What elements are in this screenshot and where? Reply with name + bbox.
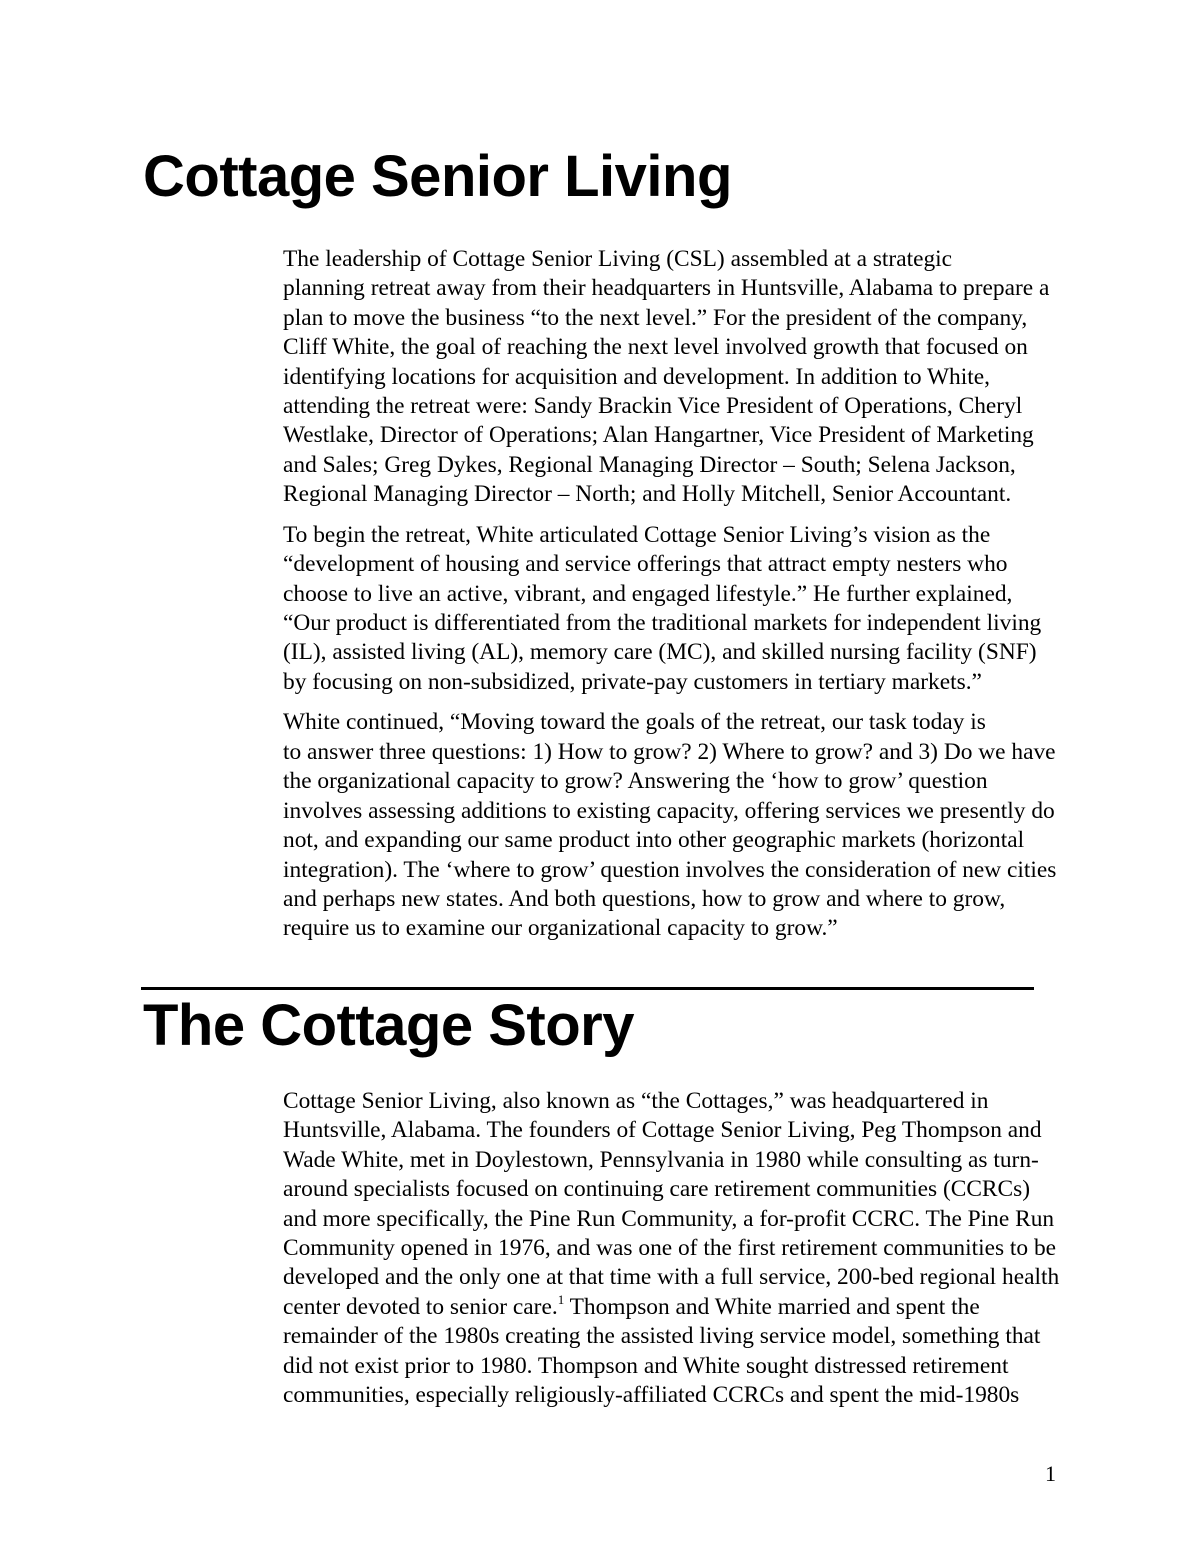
text-line: Cottage Senior Living, also known as “the Cottages,” was headquartered in [283, 1088, 989, 1114]
text-line: Cliff White, the goal of reaching the next level involved growth that focused on [283, 334, 1028, 361]
text-line: plan to move the business “to the next level.” For the president of the company, [283, 304, 1028, 331]
page-number: 1 [1045, 1461, 1056, 1486]
text-line [212, 1293, 1062, 1322]
text-line: planning retreat away from their headquarters in Huntsville, Alabama to prepare a [283, 275, 1050, 302]
text-line: White continued, “Moving toward the goals of the retreat, our task today is [283, 709, 986, 736]
text-line: Westlake, Director of Operations; Alan Hangartner, Vice President of Marketing [283, 422, 1034, 449]
text-line: by focusing on non-subsidized, private-pay customers in tertiary markets.” [283, 668, 982, 695]
footnote-marker[interactable]: 1 [557, 1291, 565, 1307]
text-line: developed and the only one at that time with a full service, 200-bed regional health [283, 1264, 1060, 1291]
text-line: communities, especially religiously-affiliated CCRCs and spent the mid-1980s [283, 1382, 1020, 1409]
paragraph [212, 521, 1062, 697]
text-line: involves assessing additions to existing capacity, offering services we presently do [283, 797, 1055, 824]
text-line: did not exist prior to 1980. Thompson and White sought distressed retirement [283, 1352, 1009, 1379]
paragraph [212, 245, 1062, 510]
text-line: Community opened in 1976, and was one of the first retirement communities to be [283, 1235, 1057, 1262]
section-heading: The Cottage Story [143, 993, 634, 1058]
text-line: choose to live an active, vibrant, and engaged lifestyle.” He further explained, [283, 580, 1013, 607]
text-line: identifying locations for acquisition and development. In addition to White, [283, 363, 990, 390]
text-line: the organizational capacity to grow? Answering the ‘how to grow’ question [283, 768, 988, 795]
text-line: require us to examine our organizational capacity to grow.” [283, 915, 838, 942]
intro-section [212, 245, 1062, 955]
text-line: and perhaps new states. And both questions, how to grow and where to grow, [283, 885, 1006, 912]
text-run: Thompson and White married and spent the [564, 1293, 980, 1320]
text-line: remainder of the 1980s creating the assisted living service model, something that [283, 1323, 1041, 1350]
text-line: “development of housing and service offerings that attract empty nesters who [283, 551, 1008, 578]
text-line: not, and expanding our same product into other geographic markets (horizontal [283, 827, 1025, 854]
text-line: Wade White, met in Doylestown, Pennsylvania in 1980 while consulting as turn- [283, 1146, 1039, 1173]
text-line: and Sales; Greg Dykes, Regional Managing Director – South; Selena Jackson, [283, 451, 1016, 478]
paragraph [212, 1087, 1062, 1410]
text-line: around specialists focused on continuing care retirement communities (CCRCs) [283, 1176, 1031, 1203]
paragraph [212, 708, 1062, 943]
section-divider [141, 987, 1034, 990]
text-line: (IL), assisted living (AL), memory care (MC), and skilled nursing facility (SNF) [283, 639, 1037, 666]
text-line: “Our product is differentiated from the traditional markets for independent living [283, 610, 1042, 637]
page-title: Cottage Senior Living [143, 144, 732, 209]
text-line: To begin the retreat, White articulated Cottage Senior Living’s vision as the [283, 521, 991, 548]
text-line: Huntsville, Alabama. The founders of Cottage Senior Living, Peg Thompson and [283, 1117, 1042, 1144]
text-line: The leadership of Cottage Senior Living (CSL) assembled at a strategic [283, 246, 953, 272]
text-line: integration). The ‘where to grow’ question involves the consideration of new cities [283, 856, 1057, 883]
story-section [212, 1087, 1062, 1422]
text-run: center devoted to senior care. [283, 1293, 558, 1320]
text-line: to answer three questions: 1) How to grow? 2) Where to grow? and 3) Do we have [283, 738, 1056, 765]
text-line: Regional Managing Director – North; and Holly Mitchell, Senior Accountant. [283, 481, 1012, 508]
text-line: attending the retreat were: Sandy Brackin Vice President of Operations, Cheryl [283, 393, 1023, 420]
text-line: and more specifically, the Pine Run Community, a for-profit CCRC. The Pine Run [283, 1205, 1055, 1232]
